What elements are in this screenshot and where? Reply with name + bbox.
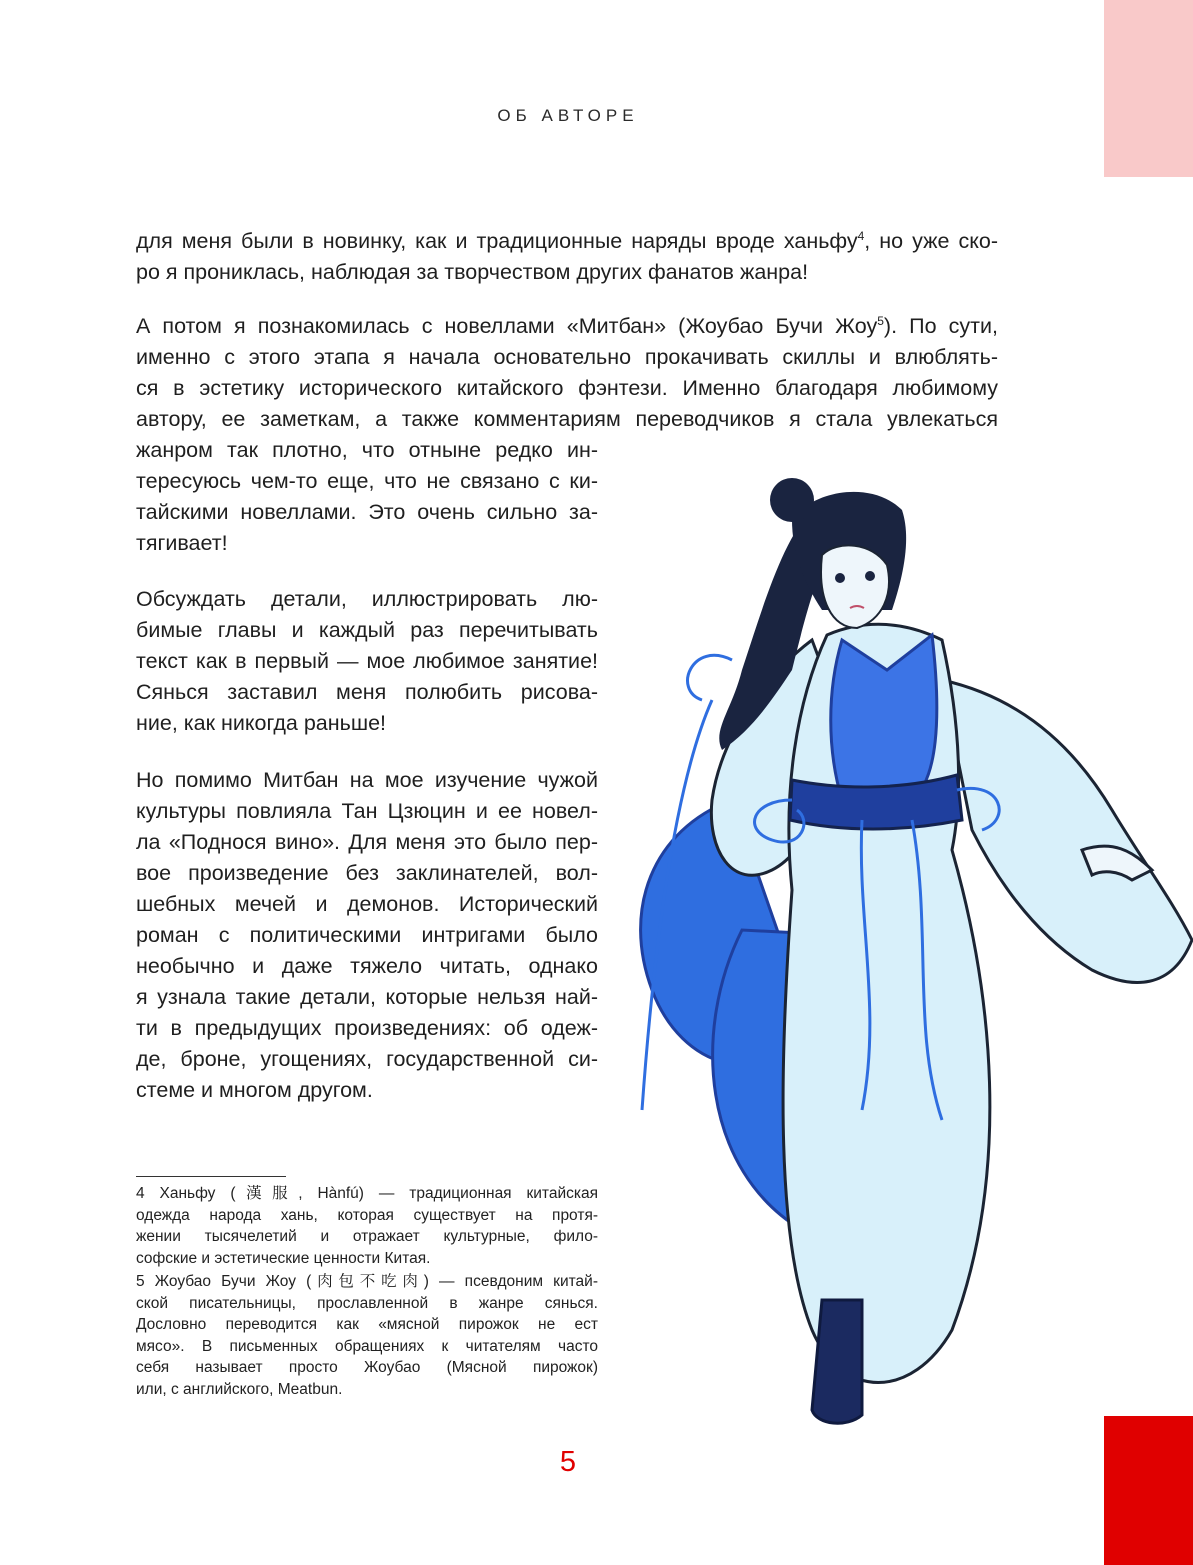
paragraph-2-continued [136,435,598,559]
text-line: шебных мечей и демонов. Исторический [136,892,598,916]
text-line: культуры повлияла Тан Цзюцин и ее новел- [136,799,598,823]
text-line: именно с этого этапа я начала основательно прокачивать скиллы и влюблять- [136,345,998,369]
paragraph-2 [136,311,998,435]
text-line: А потом я познакомилась с новеллами «Митбан» (Жоубао Бучи Жоу$^5$). По сути, [136,313,998,338]
footnote-divider [136,1176,286,1177]
text-line: бимые главы и каждый раз перечитывать [136,618,598,642]
paragraph-1 [136,226,998,288]
text-line: тайскими новеллами. Это очень сильно за- [136,500,598,524]
footnote-line: 4 Ханьфу (漢服, Hànfú) — традиционная китайская [136,1185,598,1202]
text-line: Сянься заставил меня полюбить рисова- [136,680,598,704]
chapter-tab-top [1104,0,1193,177]
text-line: тягивает! [136,531,228,555]
eye-left [835,573,845,583]
footnote-line: или, с английского, Meatbun. [136,1380,343,1398]
robe-sleeve-right [942,680,1192,982]
text-line: жанром так плотно, что отныне редко ин- [136,438,598,462]
footnote-line: софские и эстетические ценности Китая. [136,1249,431,1267]
footnote-ref-4: 4 [857,228,865,243]
text-line: Но помимо Митбан на мое изучение чужой [136,768,598,792]
text-line: стеме и многом другом. [136,1078,373,1102]
footnote-line: 5 Жоубао Бучи Жоу (肉包不吃肉) — псевдоним китай- [136,1273,598,1290]
text-line: я узнала такие детали, которые нельзя най- [136,985,598,1009]
boot [812,1300,862,1423]
face [821,545,889,628]
text-line: роман с политическими интригами было [136,923,598,947]
text-line: текст как в первый — мое любимое занятие! [136,649,598,673]
chapter-tab-bottom [1104,1416,1193,1565]
text-line: ся в эстетику исторического китайского фэнтези. Именно благодаря любимому [136,376,998,400]
footnote-5 [136,1271,598,1400]
text-line: тересуюсь чем-то еще, что не связано с ки- [136,469,598,493]
footnote-line: жении тысячелетий и отражает культурные, фило- [136,1228,598,1245]
text-line: для меня были в новинку, как и традиционные наряды вроде ханьфу$^4$, но уже ско- [136,228,998,253]
character-illustration [612,470,1193,1430]
footnote-line: Дословно переводится как «мясной пирожок не ест [136,1316,598,1333]
footnote-line: одежда народа хань, которая существует на протя- [136,1206,598,1224]
hair-bun [770,478,814,522]
footnote-line: себя называет просто Жоубао (Мясной пирожок) [136,1359,598,1376]
footnote-line: мясо». В письменных обращениях к читателям часто [136,1337,598,1355]
text-line: ти в предыдущих произведениях: об одеж- [136,1016,598,1040]
running-head: ОБ АВТОРЕ [497,106,639,125]
footnote-4 [136,1183,598,1269]
paragraph-3 [136,584,598,739]
text-line: ние, как никогда раньше! [136,711,387,735]
page-number: 5 [559,1446,577,1478]
text-line: вое произведение без заклинателей, вол- [136,861,598,885]
text-line: Обсуждать детали, иллюстрировать лю- [136,587,598,611]
text-line: необычно и даже тяжело читать, однако [136,954,598,978]
text-line: ро я прониклась, наблюдая за творчеством других фанатов жанра! [136,260,809,284]
text-line: ла «Поднося вино». Для меня это было пер- [136,830,598,854]
footnote-ref-5: 5 [877,313,884,328]
footnote-line: ской писательницы, прославленной в жанре сянься. [136,1294,598,1312]
eye-right [865,571,875,581]
text-line: де, броне, угощениях, государственной си- [136,1047,598,1071]
paragraph-4 [136,765,598,1106]
text-line: автору, ее заметкам, а также комментариям переводчиков я стала увлекаться [136,407,998,431]
